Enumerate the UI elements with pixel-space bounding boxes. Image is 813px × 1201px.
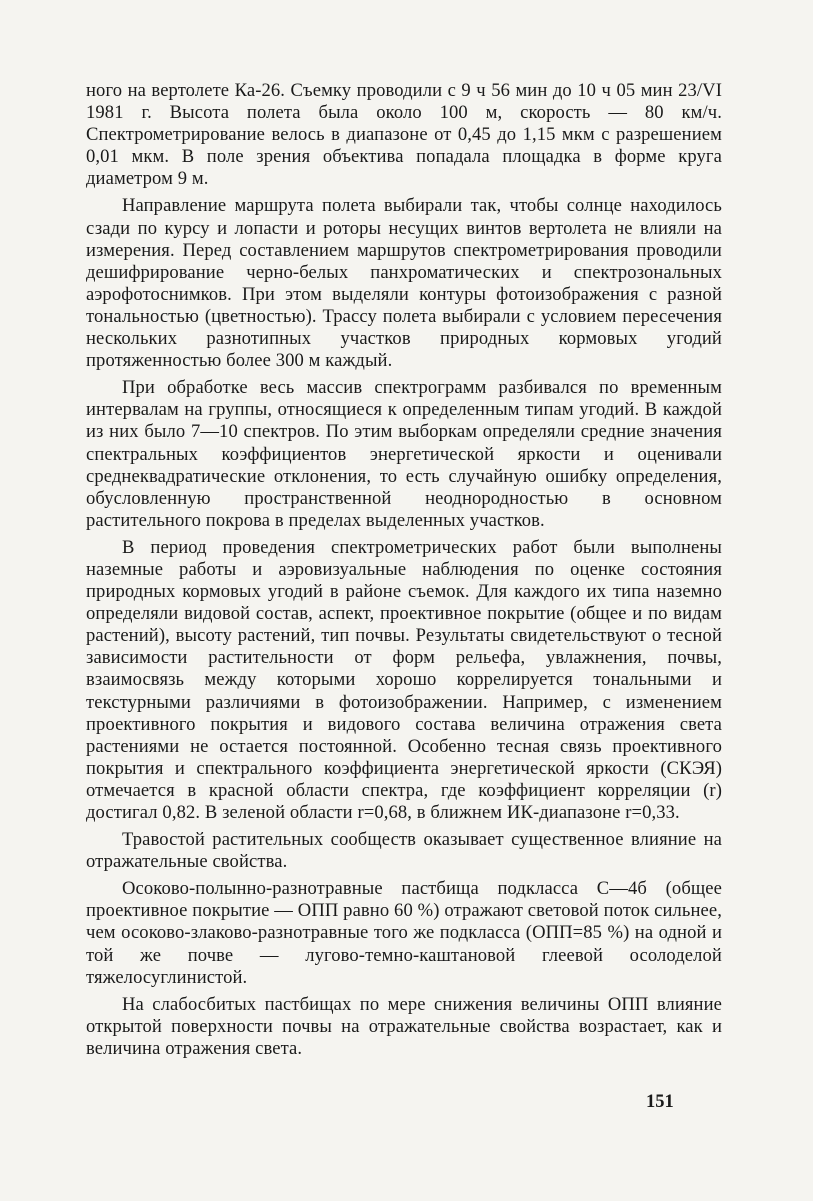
body-text [86,80,722,1065]
page-number: 151 [646,1092,674,1112]
paragraph-5: Травостой растительных сообществ оказывает существенное влияние на отражательные свойства. [86,829,722,873]
paragraph-4: В период проведения спектрометрических работ были выполнены наземные работы и аэровизуальные наблюдения по оценке состояния природных кормовых угодий в районе съемок. Для каждого их типа наземно определяли видовой состав, аспект, проективное покрытие (общее и по видам растений), высоту растений, тип почвы. Результаты свидетельствуют о тесной зависимости растительности от форм рельефа, увлажнения, почвы, взаимосвязь между которыми хорошо коррелируется тональными и текстурными различиями в фотоизображении. Например, с изменением проективного покрытия и видового состава величина отражения света растениями не остается постоянной. Особенно тесная связь проективного покрытия и спектрального коэффициента энергетической яркости (СКЭЯ) отмечается в красной области спектра, где коэффициент корреляции (r) достигал 0,82. В зеленой области r=0,68, в ближнем ИК-диапазоне r=0,33. [86,536,722,823]
paragraph-2: Направление маршрута полета выбирали так, чтобы солнце находилось сзади по курсу и лопасти и роторы несущих винтов вертолета не влияли на измерения. Перед составлением маршрутов спектрометрирования проводили дешифрирование черно-белых панхроматических и спектрозональных аэрофотоснимков. При этом выделяли контуры фотоизображения с разной тональностью (цветностью). Трассу полета выбирали с условием пересечения нескольких разнотипных участков природных кормовых угодий протяженностью более 300 м каждый. [86,195,722,372]
paragraph-3: При обработке весь массив спектрограмм разбивался по временным интервалам на группы, относящиеся к определенным типам угодий. В каждой из них было 7—10 спектров. По этим выборкам определяли средние значения спектральных коэффициентов энергетической яркости и оценивали среднеквадратические отклонения, то есть случайную ошибку определения, обусловленную пространственной неоднородностью в основном растительного покрова в пределах выделенных участков. [86,377,722,531]
paragraph-6: Осоково-полынно-разнотравные пастбища подкласса С—4б (общее проективное покрытие — ОПП равно 60 %) отражают световой поток сильнее, чем осоково-злаково-разнотравные того же подкласса (ОПП=85 %) на одной и той же почве — лугово-темно-каштановой глеевой осолоделой тяжелосуглинистой. [86,878,722,988]
paragraph-1: ного на вертолете Ка-26. Съемку проводили с 9 ч 56 мин до 10 ч 05 мин 23/VI 1981 г. Высота полета была около 100 м, скорость — 80 км/ч. Спектрометрирование велось в диапазоне от 0,45 до 1,15 мкм с разрешением 0,01 мкм. В поле зрения объектива попадала площадка в форме круга диаметром 9 м. [86,80,722,190]
paragraph-7: На слабосбитых пастбищах по мере снижения величины ОПП влияние открытой поверхности почвы на отражательные свойства возрастает, как и величина отражения света. [86,993,722,1059]
